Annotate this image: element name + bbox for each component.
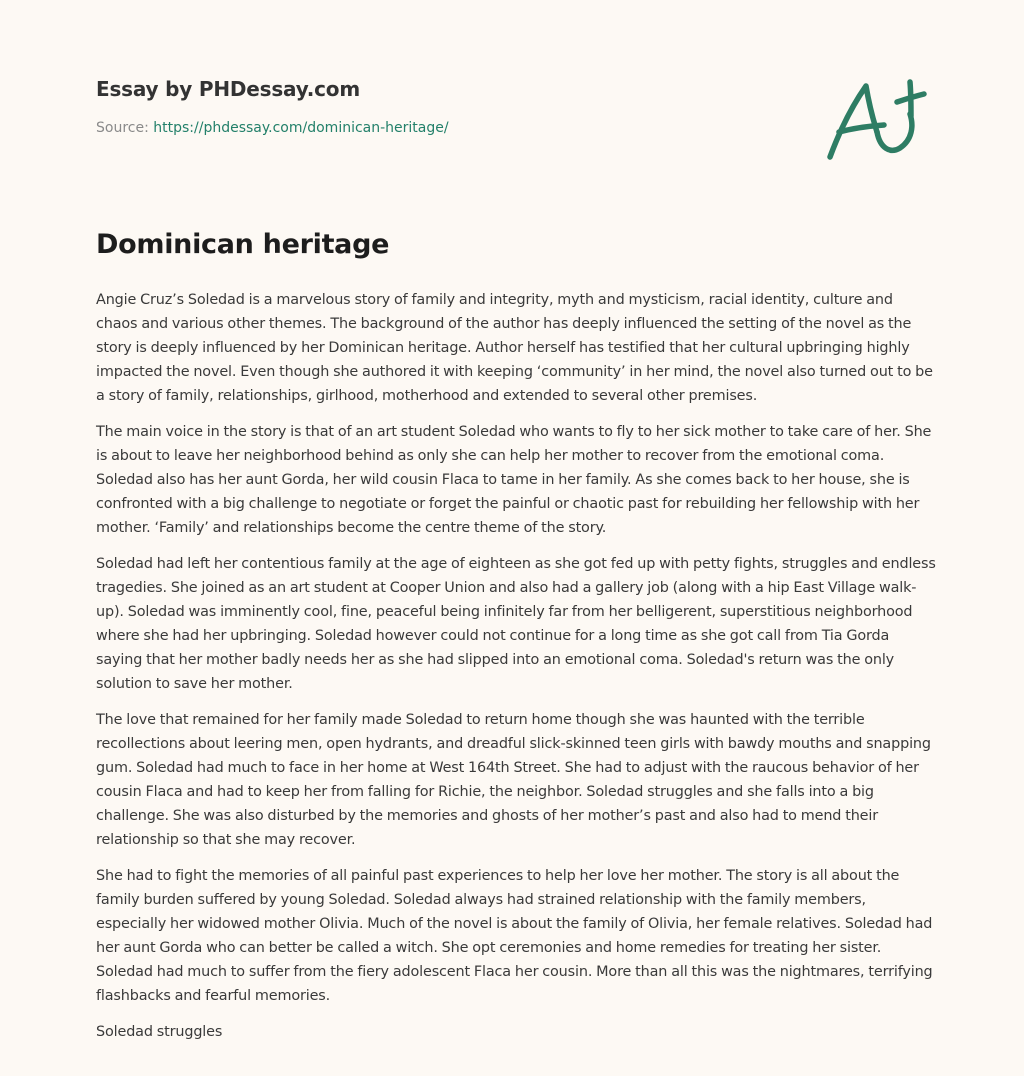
- essay-paragraph: She had to fight the memories of all painful past experiences to help her love her mother. The story is all about the family burden suffered by young Soledad. Soledad always had strained relationship with the family members, especially her widowed mother Olivia. Much of the novel is about the family of Olivia, her female relatives. Soledad had her aunt Gorda who can better be called a witch. She opt ceremonies and home remedies for treating her sister. Soledad had much to suffer from the fiery adolescent Flaca her cousin. More than all this was the nightmares, terrifying flashbacks and fearful memories.: [96, 868, 933, 1004]
- essay-paragraph: Soledad had left her contentious family at the age of eighteen as she got fed up with petty fights, struggles and endless tragedies. She joined as an art student at Cooper Union and also had a gallery job (along with a hip East Village walk-up). Soledad was imminently cool, fine, peaceful being infinitely far from her belligerent, superstitious neighborhood where she had her upbringing. Soledad however could not continue for a long time as she got call from Tia Gorda saying that her mother badly needs her as she had slipped into an emotional coma. Soledad's return was the only solution to save her mother.: [96, 556, 936, 692]
- source-line: [96, 118, 936, 138]
- source-link[interactable]: https://phdessay.com/dominican-heritage/: [153, 120, 449, 136]
- essay-title: Dominican heritage: [96, 229, 390, 260]
- essay-paragraph: Soledad struggles: [96, 1024, 223, 1040]
- essay-paragraph: The main voice in the story is that of an art student Soledad who wants to fly to her sick mother to take care of her. She is about to leave her neighborhood behind as only she can help her mother to recover from the emotional coma. Soledad also has her aunt Gorda, her wild cousin Flaca to tame in her family. As she comes back to her house, she is confronted with a big challenge to negotiate or forget the painful or chaotic past for rebuilding her fellowship with her mother. ‘Family’ and relationships become the centre theme of the story.: [96, 424, 932, 536]
- source-label: Source:: [96, 120, 149, 136]
- essay-paragraph: The love that remained for her family made Soledad to return home though she was haunted with the terrible recollections about leering men, open hydrants, and dreadful slick-skinned teen girls with bawdy mouths and snapping gum. Soledad had much to face in her home at West 164th Street. She had to adjust with the raucous behavior of her cousin Flaca and had to keep her from falling for Richie, the neighbor. Soledad struggles and she falls into a big challenge. She was also disturbed by the memories and ghosts of her mother’s past and also had to mend their relationship so that she may recover.: [96, 712, 931, 848]
- page-header: [96, 74, 936, 138]
- essay-article: [96, 226, 936, 1056]
- essay-paragraph: Angie Cruz’s Soledad is a marvelous story of family and integrity, myth and mysticism, racial identity, culture and chaos and various other themes. The background of the author has deeply influenced the setting of the novel as the story is deeply influenced by her Dominican heritage. Author herself has testified that her cultural upbringing highly impacted the novel. Even though she authored it with keeping ‘community’ in her mind, the novel also turned out to be a story of family, relationships, girlhood, motherhood and extended to several other premises.: [96, 292, 933, 404]
- a-plus-grade-icon: [822, 68, 932, 168]
- site-title: Essay by PHDessay.com: [96, 77, 360, 101]
